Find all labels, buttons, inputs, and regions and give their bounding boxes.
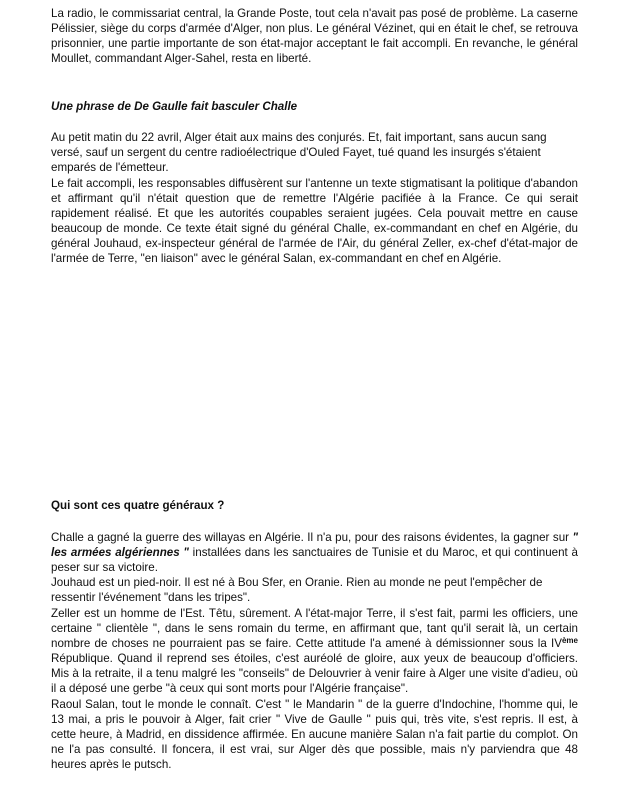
paragraph-radio: La radio, le commissariat central, la Grande Poste, tout cela n'avait pas posé de problème. La caserne Pélissier, siège du corps d'armée d'Alger, non plus. Le général Vézinet, qui en était le chef, se retrouva prisonnier, une partie importante de son état-major acceptant le fait accompli. En revanche, le général Moullet, commandant Alger-Sahel, resta en liberté. <box>51 7 578 65</box>
paragraph-salan: Raoul Salan, tout le monde le connaît. C'est " le Mandarin " de la guerre d'Indochine, l'homme qui, le 13 mai, a pris le pouvoir à Alger, fait crier " Vive de Gaulle " puis qui, très vite, s'est repris. Il est, à cette heure, à Madrid, en dissidence affirmée. En aucune manière Salan n'a fait partie du complot. On ne l'a pas consulté. Il foncera, il est vrai, sur Alger dès que possible, mais n'y parviendra que 48 heures après le putsch. <box>51 698 578 771</box>
zeller-ordinal: ème <box>561 636 578 645</box>
challe-text-after: installées dans les sanctuaires de Tunisie et du Maroc, et qui continuent à peser sur sa victoire. <box>51 546 578 574</box>
paragraph-fait-accompli: Le fait accompli, les responsables diffusèrent sur l'antenne un texte stigmatisant la politique d'abandon et affirmant qu'il n'était question que de remettre l'Algérie pacifiée à la France. Ce qui serait rapidement réalisé. Et que les autorités coupables seraient jugées. Cela pouvait mettre en cause beaucoup de monde. Ce texte était signé du général Challe, ex-commandant en chef en Algérie, du général Jouhaud, ex-inspecteur général de l'armée de l'Air, du général Zeller, ex-chef d'état-major de l'armée de Terre, "en liaison" avec le général Salan, ex-commandant en chef en Algérie. <box>51 177 578 265</box>
challe-text-before: Challe a gagné la guerre des willayas en Algérie. Il n'a pu, pour des raisons évidentes, la gagner sur <box>51 531 573 544</box>
paragraph-challe <box>51 530 578 575</box>
section-heading-de-gaulle: Une phrase de De Gaulle fait basculer Challe <box>51 100 298 113</box>
challe-quote: " les armées algériennes " <box>51 531 578 559</box>
zeller-text-after: République. Quand il reprend ses étoiles, c'est auréolé de gloire, aux yeux de beaucoup d'officiers. Mis à la retraite, il a tenu malgré les "conseils" de Delouvrier à venir faire à Alger une visite d'adieu, où il a déposé une gerbe "à ceux qui sont morts pour l'Algérie française". <box>51 652 578 695</box>
paragraph-zeller <box>51 606 578 696</box>
zeller-text-before: Zeller est un homme de l'Est. Têtu, sûrement. A l'état-major Terre, il s'est fait, parmi les officiers, une certaine " clientèle ", dans le sens romain du terme, en affirmant que, tant qu'il serait là, un certain nombre de choses ne pourraient pas se faire. Cette attitude l'a amené à démissionner sous la IV <box>51 607 578 650</box>
paragraph-jouhaud: Jouhaud est un pied-noir. Il est né à Bou Sfer, en Oranie. Rien au monde ne peut l'empêcher de ressentir l'événement "dans les tripes". <box>51 576 543 604</box>
paragraph-22-avril: Au petit matin du 22 avril, Alger était aux mains des conjurés. Et, fait important, sans aucun sang versé, sauf un sergent du centre radioélectrique d'Ouled Fayet, tué quand les insurgés s'étaient emparés de l'émetteur. <box>51 131 547 174</box>
section-heading-quatre-generaux: Qui sont ces quatre généraux ? <box>51 499 225 512</box>
